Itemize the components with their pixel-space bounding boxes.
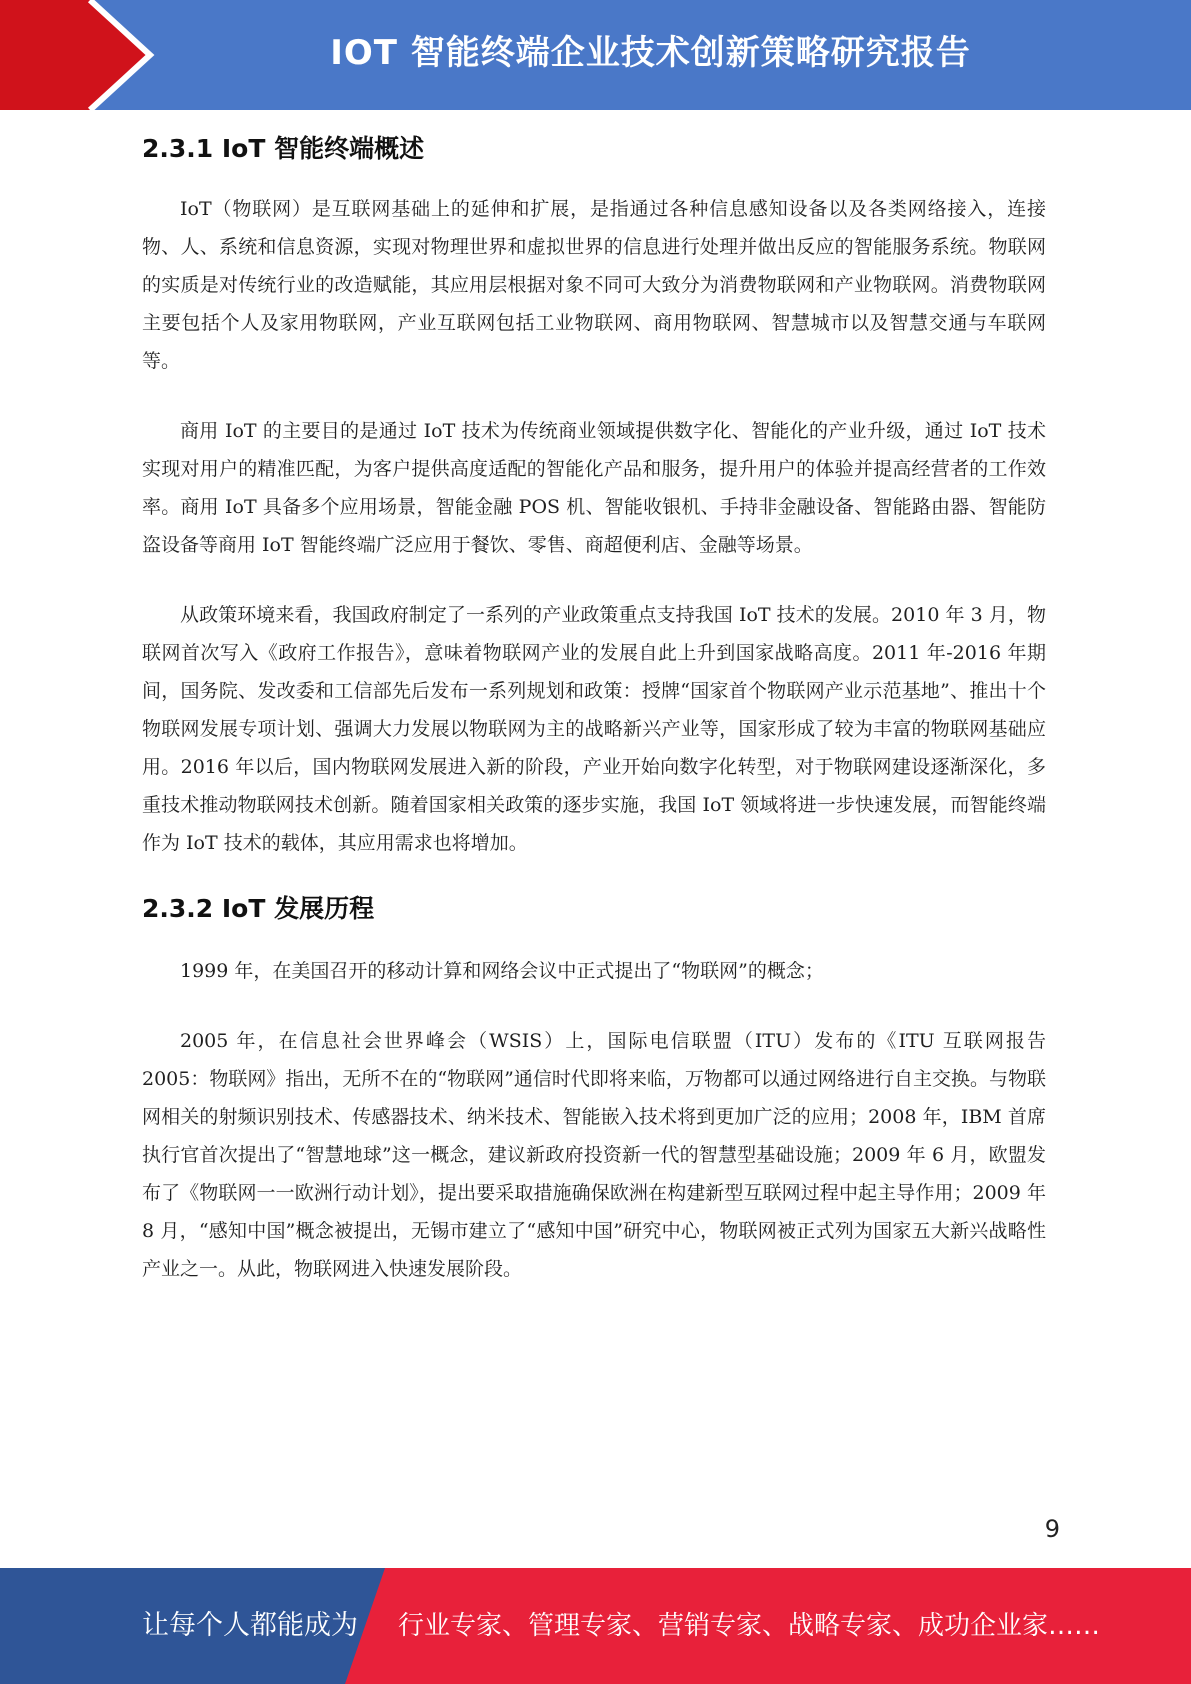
page-footer — [0, 1568, 1191, 1684]
section-heading-overview: 2.3.1 IoT 智能终端概述 — [142, 134, 425, 163]
paragraph: 2005 年，在信息社会世界峰会（WSIS）上，国际电信联盟（ITU）发布的《ITU 互联网报告 2005：物联网》指出，无所不在的“物联网”通信时代即将来临，万物都可以通过网络进行自主交换。与物联网相关的射频识别技术、传感器技术、纳米技术、智能嵌入技术将到更加广泛的应用；2008 年，IBM 首席执行官首次提出了“智慧地球”这一概念，建议新政府投资新一代的智慧型基础设施；2009 年 6 月，欧盟发布了《物联网一一欧洲行动计划》，提出要采取措施确保欧洲在构建新型互联网过程中起主导作用；2009 年 8 月，“感知中国”概念被提出，无锡市建立了“感知中国”研究中心，物联网被正式列为国家五大新兴战略性产业之一。从此，物联网进入快速发展阶段。 — [142, 1030, 1046, 1280]
page-header — [0, 0, 1191, 110]
paragraph: 从政策环境来看，我国政府制定了一系列的产业政策重点支持我国 IoT 技术的发展。2010 年 3 月，物联网首次写入《政府工作报告》，意味着物联网产业的发展自此上升到国家战略高度。2011 年-2016 年期间，国务院、发改委和工信部先后发布一系列规划和政策：授牌“国家首个物联网产业示范基地”、推出十个物联网发展专项计划、强调大力发展以物联网为主的战略新兴产业等，国家形成了较为丰富的物联网基础应用。2016 年以后，国内物联网发展进入新的阶段，产业开始向数字化转型，对于物联网建设逐渐深化，多重技术推动物联网技术创新。随着国家相关政策的逐步实施，我国 IoT 领域将进一步快速发展，而智能终端作为 IoT 技术的载体，其应用需求也将增加。 — [142, 604, 1046, 854]
section-heading-history: 2.3.2 IoT 发展历程 — [142, 894, 375, 923]
page-number: 9 — [1044, 1515, 1060, 1543]
footer-slogan-left: 让每个人都能成为 — [142, 1610, 358, 1641]
page-body — [142, 128, 1046, 1288]
paragraph: 1999 年，在美国召开的移动计算和网络会议中正式提出了“物联网”的概念； — [180, 960, 824, 982]
paragraph: IoT（物联网）是互联网基础上的延伸和扩展，是指通过各种信息感知设备以及各类网络接入，连接物、人、系统和信息资源，实现对物理世界和虚拟世界的信息进行处理并做出反应的智能服务系统。物联网的实质是对传统行业的改造赋能，其应用层根据对象不同可大致分为消费物联网和产业物联网。消费物联网主要包括个人及家用物联网，产业互联网包括工业物联网、商用物联网、智慧城市以及智慧交通与车联网等。 — [142, 198, 1046, 372]
footer-slogan-right: 行业专家、管理专家、营销专家、战略专家、成功企业家…… — [398, 1611, 1101, 1641]
report-title: IOT 智能终端企业技术创新策略研究报告 — [330, 33, 971, 73]
red-chevron-decoration — [0, 0, 160, 110]
paragraph: 商用 IoT 的主要目的是通过 IoT 技术为传统商业领域提供数字化、智能化的产业升级，通过 IoT 技术实现对用户的精准匹配，为客户提供高度适配的智能化产品和服务，提升用户的体验并提高经营者的工作效率。商用 IoT 具备多个应用场景，智能金融 POS 机、智能收银机、手持非金融设备、智能路由器、智能防盗设备等商用 IoT 智能终端广泛应用于餐饮、零售、商超便利店、金融等场景。 — [142, 420, 1046, 556]
